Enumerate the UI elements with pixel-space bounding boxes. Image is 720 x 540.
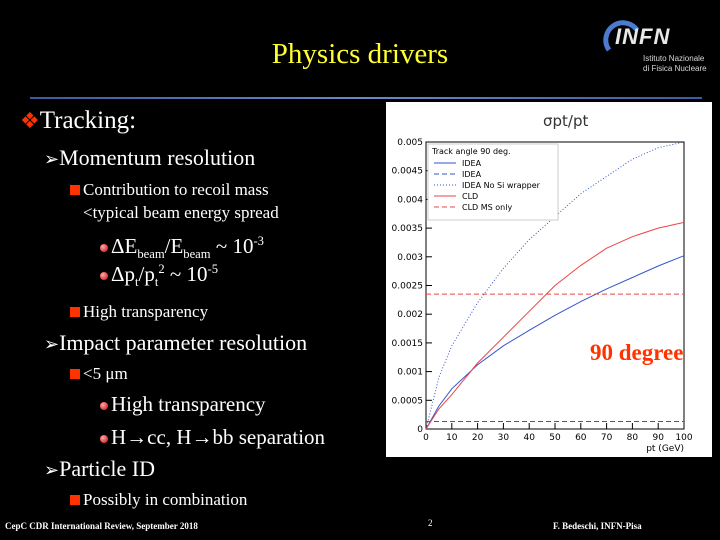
y-tick-label: 0 xyxy=(417,425,423,435)
y-tick-label: 0.005 xyxy=(397,138,423,148)
logo-subtitle-1: Istituto Nazionale xyxy=(643,54,705,63)
x-tick-label: 10 xyxy=(446,433,458,443)
series-line xyxy=(426,222,684,429)
legend-entry: CLD xyxy=(462,192,479,201)
y-tick-label: 0.0045 xyxy=(391,166,423,177)
x-tick-label: 30 xyxy=(497,433,510,443)
bullet-pid: ➢Particle ID xyxy=(44,456,155,481)
right-arrow-icon: → xyxy=(126,425,148,449)
y-tick-label: 0.0005 xyxy=(391,396,423,407)
x-tick-label: 90 xyxy=(652,433,664,443)
x-tick-label: 40 xyxy=(523,433,535,443)
round-bullet-icon xyxy=(100,435,108,443)
right-arrow-icon: → xyxy=(191,425,213,449)
x-tick-label: 60 xyxy=(575,433,587,443)
bullet-lt5: <5 μm xyxy=(70,364,128,384)
bullet-momentum: ➢Momentum resolution xyxy=(44,145,256,170)
footer-right: F. Bedeschi, INFN-Pisa xyxy=(553,521,642,531)
legend-title: Track angle 90 deg. xyxy=(432,147,511,156)
round-bullet-icon xyxy=(100,244,108,252)
bullet-high-transparency-1: High transparency xyxy=(70,302,208,322)
bullet-delta-pt: $\Delta p_t/p_t^2$ ~ $10^{-5}$ xyxy=(100,262,218,290)
y-tick-label: 0.004 xyxy=(397,195,423,206)
square-bullet-icon xyxy=(70,369,80,379)
y-tick-label: 0.001 xyxy=(397,367,423,378)
square-bullet-icon xyxy=(70,495,80,505)
y-tick-label: 0.002 xyxy=(397,310,423,321)
resolution-plot-svg xyxy=(386,102,712,457)
y-tick-label: 0.003 xyxy=(397,252,423,263)
round-bullet-icon xyxy=(100,272,108,280)
square-bullet-icon xyxy=(70,185,80,195)
x-tick-label: 20 xyxy=(471,433,484,443)
bullet-combination: Possibly in combination xyxy=(70,490,247,510)
square-bullet-icon xyxy=(70,307,80,317)
bullet-delta-e: $\Delta E_{beam}/E_{beam}$ ~ $10^{-3}$ xyxy=(100,234,264,262)
legend-entry: IDEA No Si wrapper xyxy=(462,181,540,190)
bullet-hcc-hbb: H→cc, H→bb separation xyxy=(100,425,325,450)
legend-entry: IDEA xyxy=(462,170,482,179)
page-number: 2 xyxy=(428,518,433,528)
slide-title: Physics drivers xyxy=(271,38,449,70)
diamond-bullet-icon: ❖ xyxy=(20,108,40,133)
title-divider xyxy=(30,97,702,99)
arrow-bullet-icon: ➢ xyxy=(44,460,60,480)
legend-entry: IDEA xyxy=(462,159,482,168)
bullet-contribution: Contribution to recoil mass xyxy=(70,180,269,200)
chart-title: σpt/pt xyxy=(543,112,589,130)
x-tick-label: 100 xyxy=(675,433,693,443)
arrow-bullet-icon: ➢ xyxy=(44,149,60,169)
legend-entry: CLD MS only xyxy=(462,203,513,212)
x-tick-label: 80 xyxy=(626,433,639,443)
bullet-contribution-cont: <typical beam energy spread xyxy=(83,203,279,222)
y-tick-label: 0.0015 xyxy=(391,338,423,349)
x-tick-label: 0 xyxy=(423,433,429,443)
logo-subtitle-2: di Fisica Nucleare xyxy=(643,64,707,73)
arrow-bullet-icon: ➢ xyxy=(44,334,60,354)
y-tick-label: 0.0035 xyxy=(391,224,423,235)
logo-brand: INFN xyxy=(615,24,671,49)
y-tick-label: 0.0025 xyxy=(391,281,423,292)
angle-annotation: 90 degree xyxy=(590,340,684,365)
bullet-high-transparency-2: High transparency xyxy=(100,392,266,417)
x-tick-label: 50 xyxy=(549,433,561,443)
x-tick-label: 70 xyxy=(600,433,613,443)
resolution-plot xyxy=(386,102,712,457)
infn-logo xyxy=(603,20,713,76)
bullet-impact: ➢Impact parameter resolution xyxy=(44,330,308,355)
round-bullet-icon xyxy=(100,402,108,410)
footer-left: CepC CDR International Review, September 2018 xyxy=(5,521,198,531)
x-axis-label: pt (GeV) xyxy=(646,444,684,454)
bullet-tracking: ❖Tracking: xyxy=(20,107,137,134)
